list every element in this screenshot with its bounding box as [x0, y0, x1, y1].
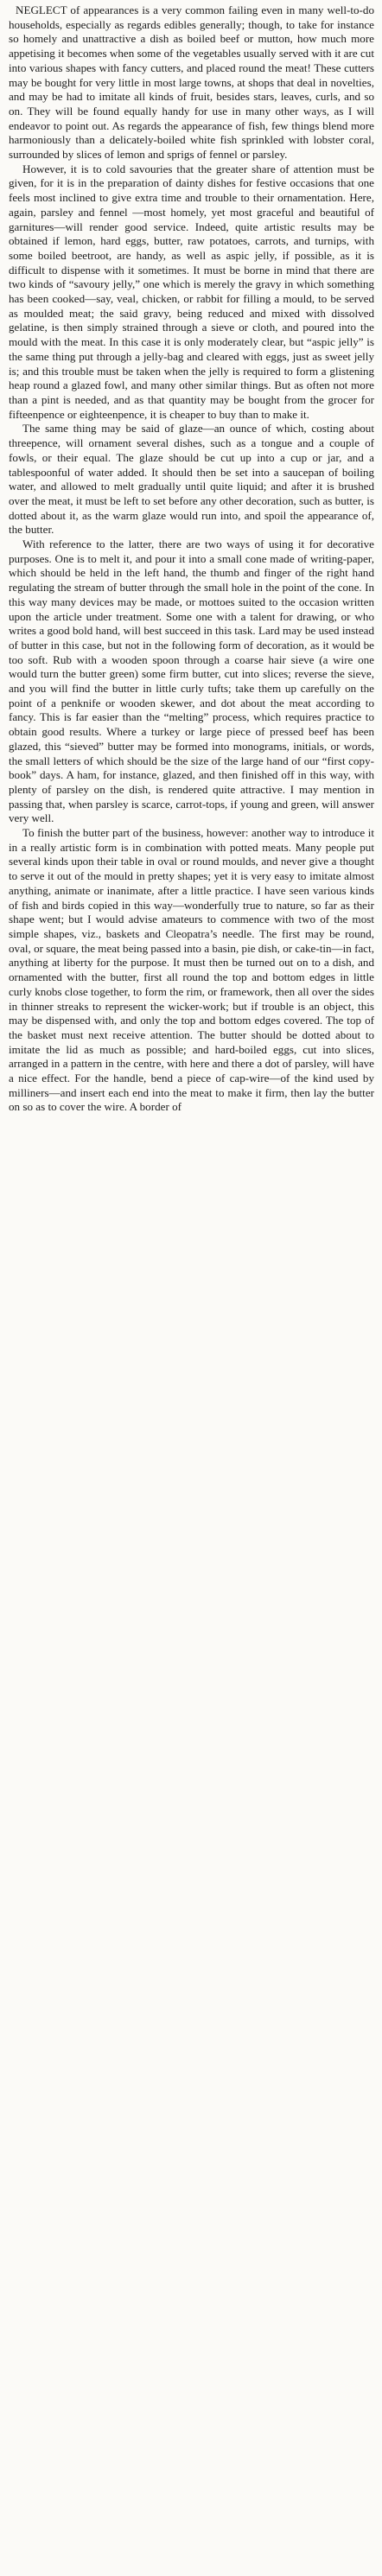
paragraph-3: The same thing may be said of glaze—an ounce of which, costing about threepence, will ornament several dishes, such as a tongue and a couple of fowls, or their equal. The glaze should be cut up into a cup or jar, and a tablespoonful of water added. It should then be set into a saucepan of boiling water, and allowed to melt gradually until quite liquid; and after it is brushed over the meat, it must be left to set before any other decoration, such as butter, is dotted about it, as the warm glaze would run into, and spoil the appearance of, the butter. — [9, 422, 374, 537]
paragraph-4: With reference to the latter, there are two ways of using it for decorative purposes. One is to melt it, and pour it into a small cone made of writing-paper, which should be held in the left hand, the thumb and finger of the right hand regulating the stream of butter through the small hole in the point of the cone. In this way many devices may be made, or mottoes suited to the occasion written upon the article under treatment. Some one with a talent for drawing, or who writes a good bold hand, will best succeed in this task. Lard may be used instead of butter in this case, but not in the following form of decoration, as it would be too soft. Rub with a wooden spoon through a coarse hair sieve (a wire one would turn the butter green) some firm butter, cut into slices; reverse the sieve, and you will find the butter in little curly tufts; take them up carefully on the point of a penknife or wooden skewer, and dot about the meat according to fancy. This is far easier than the “melting” process, which requires practice to obtain good results. Where a turkey or large piece of pressed beef has been glazed, this “sieved” butter may be formed into monograms, initials, or words, the small letters of which should be the size of the large hand of our “first copy-book” days. A ham, for instance, glazed, and then finished off in this way, with plenty of parsley on the dish, is rendered quite attractive. I may mention in passing that, when parsley is scarce, carrot-tops, if young and green, will answer very well. — [9, 537, 374, 825]
paragraph-2: However, it is to cold savouries that the greater share of attention must be given, for it is in the preparation of dainty dishes for festive occasions that one feels most inclined to give extra time and trouble to their ornamentation. Here, again, parsley and fennel —most homely, yet most graceful and beautiful of garnitures—will render good service. Indeed, quite artistic results may be obtained if lemon, hard eggs, butter, raw potatoes, carrots, and turnips, with some boiled beetroot, are handy, as well as aspic jelly, if possible, as it is difficult to dispense with it sometimes. It must be borne in mind that there are two kinds of “savoury jelly,” one which is merely the gravy in which something has been cooked—say, veal, chicken, or rabbit for filling a mould, to be served as moulded meat; the said gravy, being reduced and mixed with dissolved gelatine, is then simply strained through a sieve or cloth, and poured into the mould with the meat. In this case it is only moderately clear, but “aspic jelly” is the same thing put through a jelly-bag and cleared with eggs, just as sweet jelly is; and this trouble must be taken when the jelly is required to form a glistening heap round a glazed fowl, and many other similar things. But as often not more than a pint is needed, and as that quantity may be bought from the grocer for fifteenpence or eighteenpence, it is cheaper to buy than to make it. — [9, 162, 374, 421]
paragraph-1: NEGLECT of appearances is a very common failing even in many well-to-do households, especially as regards edibles generally; though, to take for instance so homely and unattractive a dish as boiled beef or mutton, how much more appetising it becomes when some of the vegetables usually served with it are cut into various shapes with fancy cutters, and placed round the meat! These cutters may be bought for very little in most large towns, at shops that deal in novelties, and may be had to imitate all kinds of fruit, besides stars, leaves, curls, and so on. They will be found equally handy for use in many other ways, as I will endeavor to point out. As regards the appearance of fish, few things blend more harmoniously than a delicately-boiled white fish sprinkled with lobster coral, surrounded by slices of lemon and sprigs of fennel or parsley. — [9, 3, 374, 162]
paragraph-5: To finish the butter part of the business, however: another way to introduce it in a really artistic form is in combination with potted meats. Many people put several kinds upon their table in oval or round moulds, and never give a thought to serve it out of the mould in pretty shapes; yet it is very easy to imitate almost anything, animate or inanimate, after a little practice. I have seen various kinds of fish and birds copied in this way—wonderfully true to nature, so far as their shape went; but I would advise amateurs to commence with two of the most simple shapes, viz., baskets and Cleopatra’s needle. The first may be round, oval, or square, the meat being passed into a basin, pie dish, or cake-tin—in fact, anything at liberty for the purpose. It must then be turned out on to a dish, and ornamented with the butter, first all round the top and bottom edges in little curly knobs close together, to form the rim, or framework, then all over the sides in thinner streaks to represent the wicker-work; but if trouble is an object, this may be dispensed with, and only the top and bottom edges covered. The top of the basket must next receive attention. The butter should be dotted about to imitate the lid as much as possible; and hard-boiled eggs, cut into slices, arranged in a pattern in the centre, with here and there a dot of parsley, will have a nice effect. For the handle, bend a piece of cap-wire—of the kind used by milliners—and insert each end into the meat to make it firm, then lay the butter on so as to cover the wire. A border of — [9, 826, 374, 1114]
